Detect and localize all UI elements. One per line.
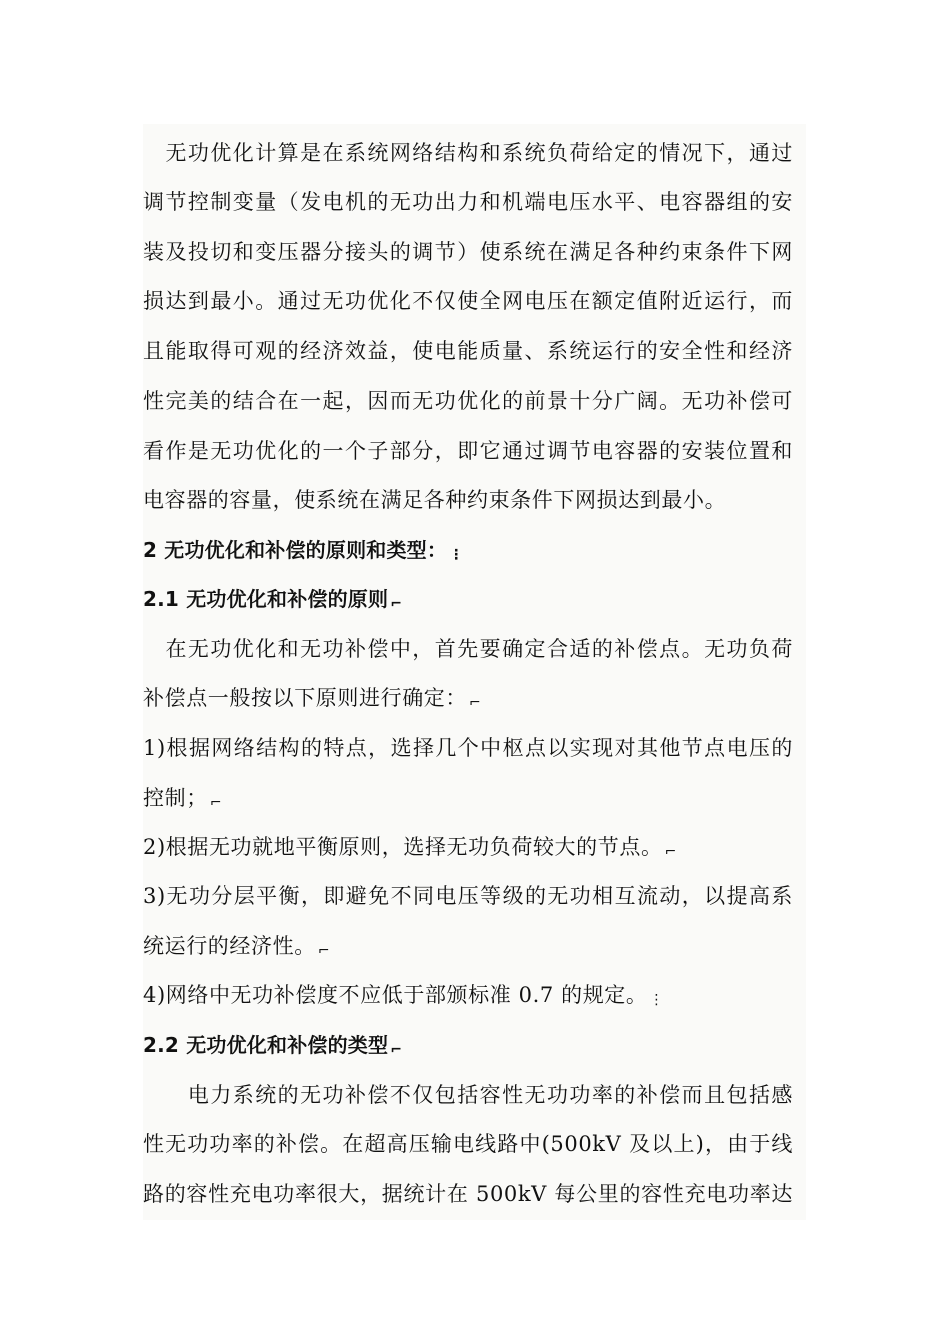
paragraph-mark-icon: ⌐ [390, 1042, 403, 1058]
paragraph-intro-line-2: 调节控制变量（发电机的无功出力和机端电压水平、电容器组的安 [143, 190, 793, 214]
list-item-3-line-2 [143, 931, 330, 966]
list-item-4 [143, 980, 664, 1015]
paragraph-mark-icon: ⌐ [209, 795, 223, 811]
section-heading-2-1-text: 2.1 无功优化和补偿的原则 [143, 587, 389, 611]
paragraph-types-line-2: 性无功功率的补偿。在超高压输电线路中(500kV 及以上)，由于线 [143, 1132, 793, 1156]
list-item-1-line-2 [143, 783, 222, 818]
paragraph-mark-icon: ⌐ [664, 844, 677, 860]
colon-dots-mark: ⋮ [449, 547, 464, 563]
list-item-3-line-2-text: 统运行的经济性。 [143, 934, 316, 958]
paragraph-types-line-3: 路的容性充电功率很大，据统计在 500kV 每公里的容性充电功率达 [143, 1182, 793, 1206]
section-heading-2-2-text: 2.2 无功优化和补偿的类型 [143, 1033, 389, 1057]
paragraph-intro-line-4: 损达到最小。通过无功优化不仅使全网电压在额定值附近运行，而 [143, 289, 793, 313]
paragraph-intro-line-7: 看作是无功优化的一个子部分，即它通过调节电容器的安装位置和 [143, 439, 793, 463]
paragraph-intro-line-6: 性完美的结合在一起，因而无功优化的前景十分广阔。无功补偿可 [143, 389, 793, 413]
paragraph-principle-line-1: 在无功优化和无功补偿中，首先要确定合适的补偿点。无功负荷 [143, 637, 793, 661]
paragraph-mark-icon: ⌐ [317, 943, 331, 959]
paragraph-intro-line-3: 装及投切和变压器分接头的调节）使系统在满足各种约束条件下网 [143, 240, 793, 264]
section-heading-2-text: 2 无功优化和补偿的原则和类型： [143, 538, 448, 562]
document-page [143, 124, 806, 1220]
list-item-2-text: 2)根据无功就地平衡原则，选择无功负荷较大的节点。 [143, 835, 663, 859]
list-item-1-line-2-text: 控制； [143, 786, 208, 810]
list-item-3-line-1: 3)无功分层平衡，即避免不同电压等级的无功相互流动，以提高系 [143, 884, 793, 908]
paragraph-principle-line-2 [143, 683, 481, 718]
paragraph-intro-line-8: 电容器的容量，使系统在满足各种约束条件下网损达到最小。 [143, 488, 727, 512]
list-item-2 [143, 832, 677, 867]
paragraph-mark-icon: ⌐ [390, 596, 403, 612]
colon-dots-mark: ⋮ [649, 992, 665, 1008]
paragraph-mark-icon: ⌐ [469, 695, 482, 711]
paragraph-intro-line-1: 无功优化计算是在系统网络结构和系统负荷给定的情况下，通过 [143, 141, 793, 165]
section-heading-2-1 [143, 584, 402, 619]
paragraph-intro-line-5: 且能取得可观的经济效益，使电能质量、系统运行的安全性和经济 [143, 339, 793, 363]
section-heading-2 [143, 535, 463, 570]
paragraph-types-line-1: 电力系统的无功补偿不仅包括容性无功功率的补偿而且包括感 [143, 1083, 793, 1107]
section-heading-2-2 [143, 1030, 402, 1065]
paragraph-principle-line-2-text: 补偿点一般按以下原则进行确定： [143, 686, 467, 710]
list-item-1-line-1: 1)根据网络结构的特点，选择几个中枢点以实现对其他节点电压的 [143, 736, 793, 760]
list-item-4-text: 4)网络中无功补偿度不应低于部颁标准 0.7 的规定。 [143, 983, 648, 1007]
